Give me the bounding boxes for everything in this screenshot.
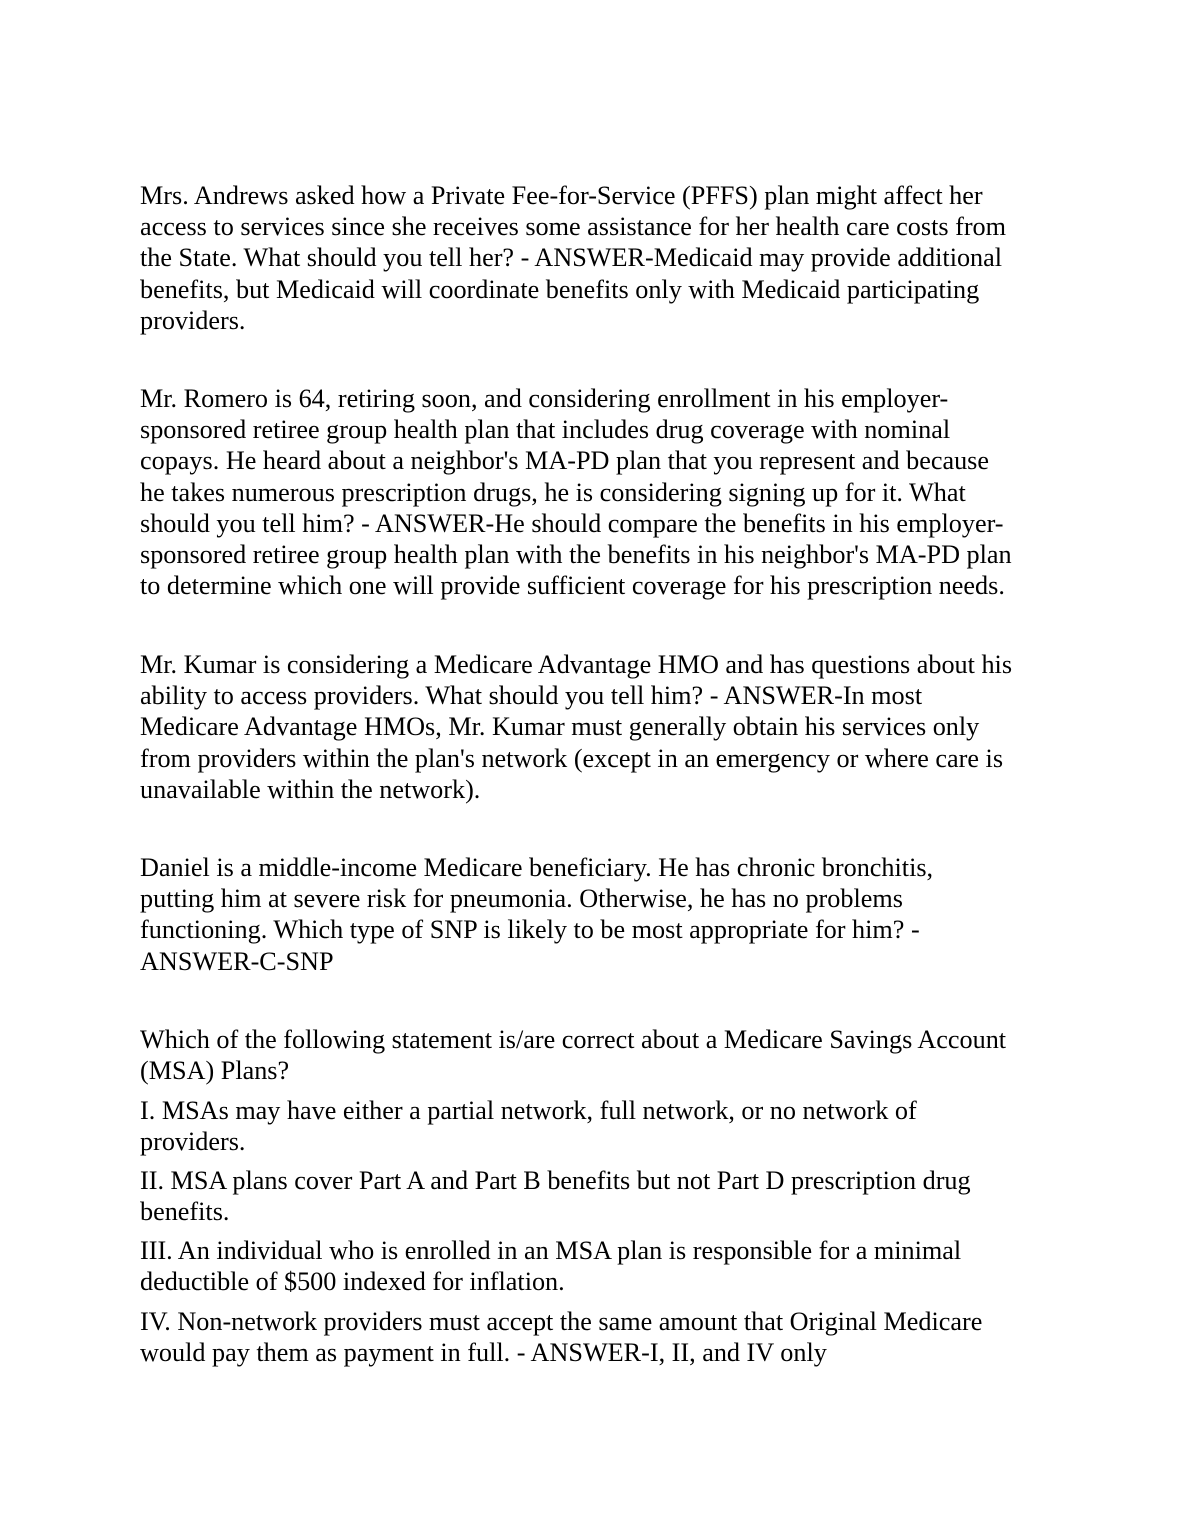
qa-paragraph-hmo xyxy=(140,649,1012,805)
msa-statement-4 xyxy=(140,1306,982,1368)
text-line: should you tell him? - ANSWER-He should compare the benefits in his employer- xyxy=(140,508,1004,538)
qa-paragraph-snp xyxy=(140,852,933,977)
text-line: Mr. Kumar is considering a Medicare Advantage HMO and has questions about his xyxy=(140,650,1013,679)
msa-statement-1 xyxy=(140,1095,917,1157)
text-line: to determine which one will provide sufficient coverage for his prescription needs. xyxy=(140,571,1005,601)
text-line: from providers within the plan's network (except in an emergency or where care is xyxy=(140,743,1004,773)
msa-statement-3 xyxy=(140,1235,961,1297)
text-line: benefits, but Medicaid will coordinate benefits only with Medicaid participating xyxy=(140,274,980,304)
text-line: I. MSAs may have either a partial network, full network, or no network of xyxy=(140,1096,917,1125)
msa-question xyxy=(140,1024,1006,1086)
text-line: sponsored retiree group health plan with the benefits in his neighbor's MA-PD plan xyxy=(140,540,1012,570)
text-line: (MSA) Plans? xyxy=(140,1056,290,1086)
text-line: copays. He heard about a neighbor's MA-PD plan that you represent and because xyxy=(140,446,989,476)
text-line: Mrs. Andrews asked how a Private Fee-for-Service (PFFS) plan might affect her xyxy=(140,181,983,210)
text-line: II. MSA plans cover Part A and Part B benefits but not Part D prescription drug xyxy=(140,1166,971,1195)
text-line: would pay them as payment in full. - ANSWER-I, II, and IV only xyxy=(140,1338,827,1368)
qa-paragraph-ma-pd xyxy=(140,383,1012,601)
text-line: he takes numerous prescription drugs, he is considering signing up for it. What xyxy=(140,477,966,507)
text-line: sponsored retiree group health plan that includes drug coverage with nominal xyxy=(140,415,951,445)
text-line: benefits. xyxy=(140,1197,230,1227)
text-line: Medicare Advantage HMOs, Mr. Kumar must generally obtain his services only xyxy=(140,712,980,742)
text-line: Which of the following statement is/are correct about a Medicare Savings Account xyxy=(140,1025,1007,1054)
msa-statement-2 xyxy=(140,1165,971,1227)
text-line: ANSWER-C-SNP xyxy=(140,946,334,976)
text-line: the State. What should you tell her? - ANSWER-Medicaid may provide additional xyxy=(140,243,1003,273)
text-line: providers. xyxy=(140,305,246,335)
text-line: functioning. Which type of SNP is likely to be most appropriate for him? - xyxy=(140,915,920,945)
text-line: access to services since she receives some assistance for her health care costs from xyxy=(140,212,1007,242)
text-line: deductible of $500 indexed for inflation. xyxy=(140,1267,565,1297)
text-line: providers. xyxy=(140,1127,246,1157)
text-line: unavailable within the network). xyxy=(140,774,481,804)
text-line: Mr. Romero is 64, retiring soon, and considering enrollment in his employer- xyxy=(140,384,949,413)
text-line: Daniel is a middle-income Medicare beneficiary. He has chronic bronchitis, xyxy=(140,853,934,882)
text-line: III. An individual who is enrolled in an MSA plan is responsible for a minimal xyxy=(140,1236,962,1265)
qa-paragraph-pffs xyxy=(140,180,1006,336)
text-line: putting him at severe risk for pneumonia. Otherwise, he has no problems xyxy=(140,884,903,914)
text-line: IV. Non-network providers must accept the same amount that Original Medicare xyxy=(140,1307,983,1336)
text-line: ability to access providers. What should you tell him? - ANSWER-In most xyxy=(140,681,923,711)
